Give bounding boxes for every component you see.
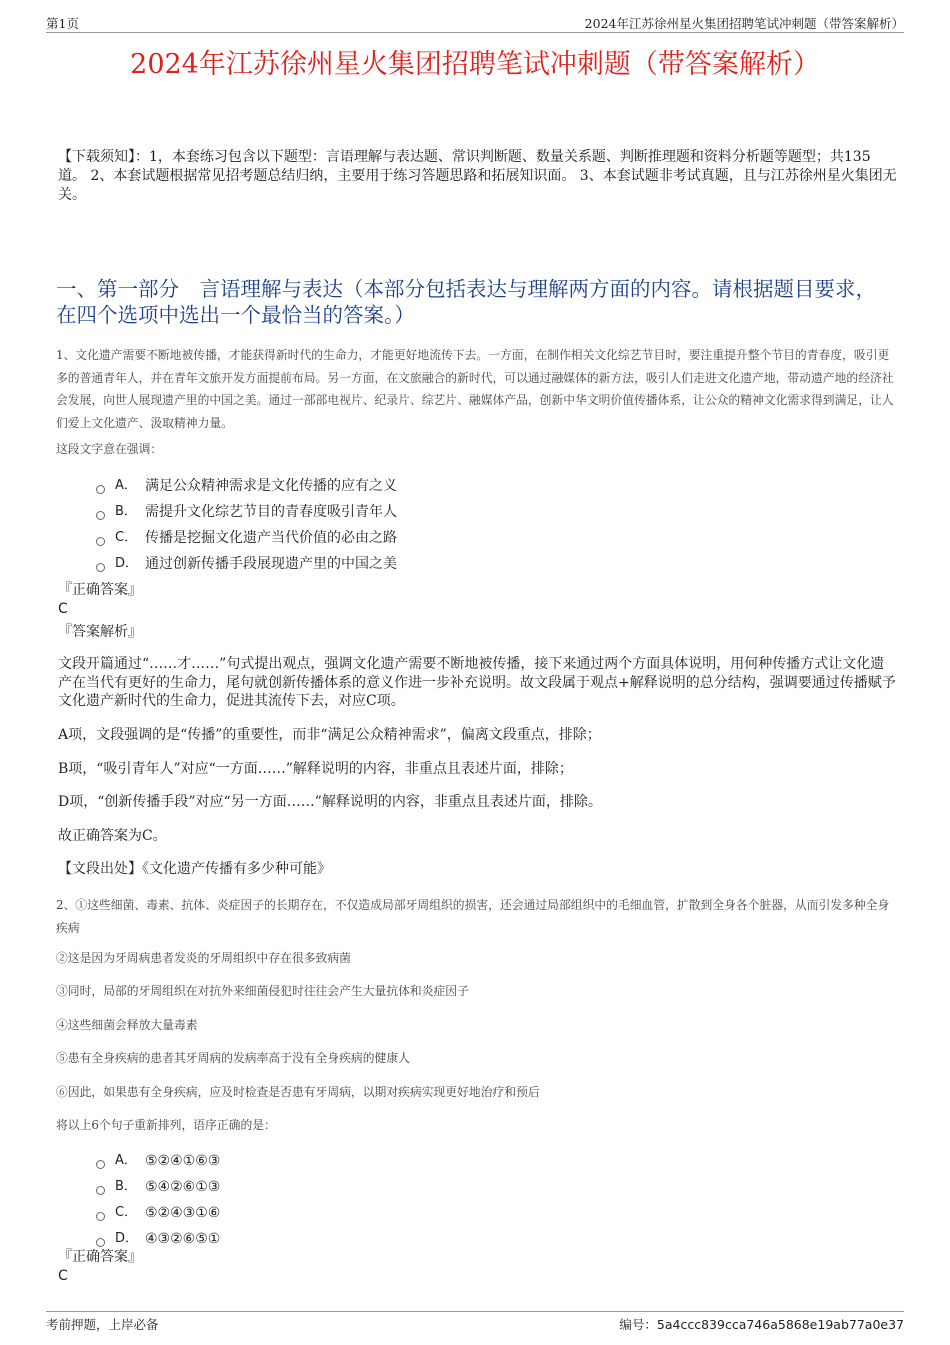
q1-options	[96, 473, 796, 577]
q2-prompt: 将以上6个句子重新排列，语序正确的是：	[56, 1118, 276, 1132]
q2-sentence-2: ②这是因为牙周病患者发炎的牙周组织中存在很多致病菌	[56, 951, 351, 965]
q1-analysis-conclusion: 故正确答案为C。	[58, 828, 167, 844]
q1-analysis-d: D项，“创新传播手段”对应“另一方面……”解释说明的内容，非重点且表述片面，排除。	[58, 794, 602, 810]
q2-option-c[interactable]: C． ⑤②④③①⑥	[96, 1200, 796, 1226]
radio-icon[interactable]	[96, 563, 105, 572]
q1-analysis-b: B项，“吸引青年人”对应“一方面……”解释说明的内容，非重点且表述片面，排除；	[58, 761, 573, 777]
document-title: 2024年江苏徐州星火集团招聘笔试冲刺题（带答案解析）	[130, 49, 820, 80]
q1-option-d[interactable]: D． 通过创新传播手段展现遗产里的中国之美	[96, 551, 796, 577]
radio-icon[interactable]	[96, 1212, 105, 1221]
q2-sentence-1: 2、①这些细菌、毒素、抗体、炎症因子的长期存在，不仅造成局部牙周组织的损害，还会通过局部组织中的毛细血管，扩散到全身各个脏器，从而引发多种全身疾病	[56, 898, 890, 935]
radio-icon[interactable]	[96, 1186, 105, 1195]
footer-code: 编号：5a4ccc839cca746a5868e19ab77a0e37	[619, 1317, 904, 1332]
radio-icon[interactable]	[96, 537, 105, 546]
page-number: 第1页	[46, 16, 79, 31]
section-heading: 一、第一部分 言语理解与表达（本部分包括表达与理解两方面的内容。请根据题目要求，在四个选项中选出一个最恰当的答案。）	[56, 277, 876, 327]
footer-slogan: 考前押题，上岸必备	[46, 1317, 159, 1332]
q2-sentence-3: ③同时，局部的牙周组织在对抗外来细菌侵犯时往往会产生大量抗体和炎症因子	[56, 984, 469, 998]
header-doc-title: 2024年江苏徐州星火集团招聘笔试冲刺题（带答案解析）	[584, 16, 904, 31]
q1-option-c[interactable]: C． 传播是挖掘文化遗产当代价值的必由之路	[96, 525, 796, 551]
radio-icon[interactable]	[96, 1160, 105, 1169]
q1-answer-label: 『正确答案』	[58, 582, 142, 598]
q1-source: 【文段出处】《文化遗产传播有多少种可能》	[58, 861, 331, 877]
q2-sentence-5: ⑤患有全身疾病的患者其牙周病的发病率高于没有全身疾病的健康人	[56, 1051, 410, 1065]
q1-prompt: 这段文字意在强调：	[56, 442, 163, 456]
q2-option-b[interactable]: B． ⑤④②⑥①③	[96, 1174, 796, 1200]
download-notice: 【下载须知】：1，本套练习包含以下题型：言语理解与表达题、常识判断题、数量关系题、判断推理题和资料分析题等题型；共135道。 2、本套试题根据常见招考题总结归纳，主要用于练习答题思路和拓展知识面。 3、本套试题非考试真题，且与江苏徐州星火集团无关。	[58, 149, 897, 203]
q2-answer: C	[58, 1268, 68, 1284]
page-footer	[46, 1311, 904, 1332]
q2-sentence-4: ④这些细菌会释放大量毒素	[56, 1018, 198, 1032]
q2-sentence-6: ⑥因此，如果患有全身疾病，应及时检查是否患有牙周病，以期对疾病实现更好地治疗和预后	[56, 1085, 540, 1099]
q1-analysis-label: 『答案解析』	[58, 624, 142, 640]
q1-analysis-a: A项，文段强调的是“传播”的重要性，而非“满足公众精神需求”，偏离文段重点，排除；	[58, 727, 601, 743]
q1-analysis-summary: 文段开篇通过“……才……”句式提出观点，强调文化遗产需要不断地被传播，接下来通过两个方面具体说明，用何种传播方式让文化遗产在当代有更好的生命力，尾句就创新传播体系的意义作进一步补充说明。故文段属于观点+解释说明的总分结构，强调要通过传播赋予文化遗产新时代的生命力，促进其流传下去，对应C项。	[58, 656, 896, 709]
q1-stem: 1、文化遗产需要不断地被传播，才能获得新时代的生命力，才能更好地流传下去。一方面，在制作相关文化综艺节目时，要注重提升整个节目的青春度，吸引更多的普通青年人，并在青年文旅开发方面提前布局。另一方面，在文旅融合的新时代，可以通过融媒体的新方法，吸引人们走进文化遗产地，带动遗产地的经济社会发展，向世人展现遗产里的中国之美。通过一部部电视片、纪录片、综艺片、融媒体产品，创新中华文明价值传播体系，让公众的精神文化需求得到满足，让人们爱上文化遗产、汲取精神力量。	[56, 348, 894, 430]
q2-option-d[interactable]: D． ④③②⑥⑤①	[96, 1226, 796, 1252]
page-header	[46, 14, 904, 33]
radio-icon[interactable]	[96, 511, 105, 520]
q1-option-b[interactable]: B． 需提升文化综艺节目的青春度吸引青年人	[96, 499, 796, 525]
q2-option-a[interactable]: A． ⑤②④①⑥③	[96, 1148, 796, 1174]
radio-icon[interactable]	[96, 1238, 105, 1247]
q2-options	[96, 1148, 796, 1252]
radio-icon[interactable]	[96, 485, 105, 494]
q1-answer: C	[58, 601, 68, 617]
q2-answer-label: 『正确答案』	[58, 1249, 142, 1265]
q1-option-a[interactable]: A． 满足公众精神需求是文化传播的应有之义	[96, 473, 796, 499]
